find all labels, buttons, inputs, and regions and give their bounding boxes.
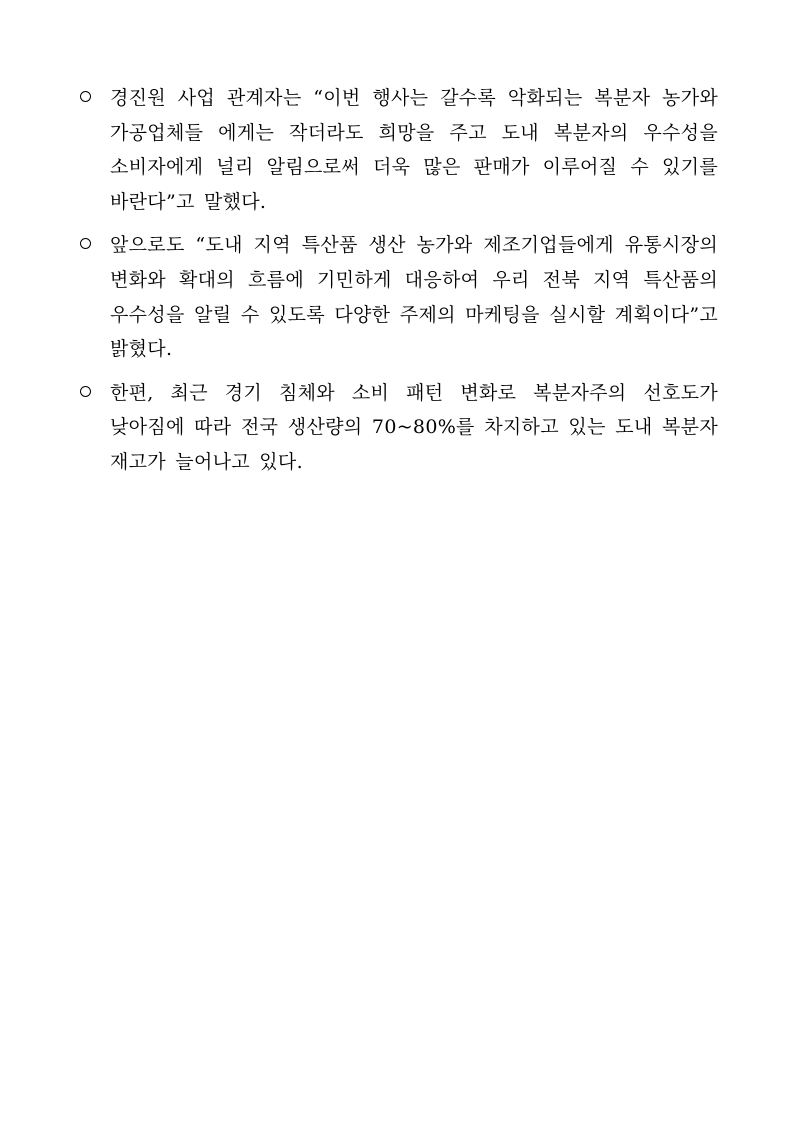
bullet-item-1 <box>76 81 718 219</box>
bullet-text-1: 경진원 사업 관계자는 “이번 행사는 갈수록 악화되는 복분자 농가와 가공업체들 에게는 작더라도 희망을 주고 도내 복분자의 우수성을 소비자에게 널리 알림으로써 더욱 많은 판매가 이루어질 수 있기를 바란다”고 말했다. <box>110 87 718 213</box>
bullet-item-2 <box>76 228 718 366</box>
bullet-item-3 <box>76 376 718 480</box>
circle-bullet-icon <box>80 386 91 397</box>
circle-bullet-icon <box>80 91 91 102</box>
circle-bullet-icon <box>80 238 91 249</box>
bullet-text-3: 한편, 최근 경기 침체와 소비 패턴 변화로 복분자주의 선호도가 낮아짐에 따라 전국 생산량의 70~80%를 차지하고 있는 도내 복분자 재고가 늘어나고 있다. <box>110 381 718 473</box>
bullet-text-2: 앞으로도 “도내 지역 특산품 생산 농가와 제조기업들에게 유통시장의 변화와 확대의 흐름에 기민하게 대응하여 우리 전북 지역 특산품의 우수성을 알릴 수 있도록 다양한 주제의 마케팅을 실시할 계획이다”고 밝혔다. <box>110 234 718 361</box>
